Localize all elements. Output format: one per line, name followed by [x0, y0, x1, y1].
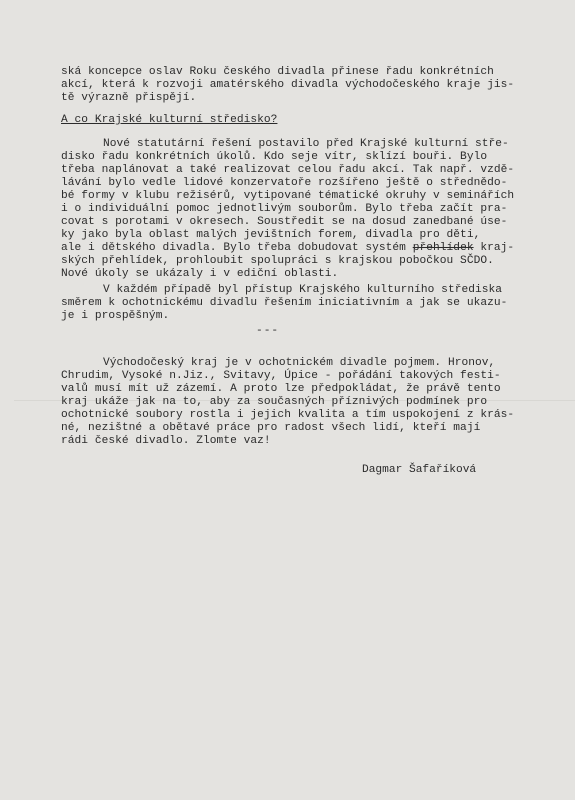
text-line: disko řadu konkrétních úkolů. Kdo seje vítr, sklízí bouři. Bylo: [61, 151, 488, 163]
author-signature: Dagmar Šafaříková: [362, 464, 477, 476]
text-line: kraj ukáže jak na to, aby za současných příznivých podmínek pro: [61, 396, 488, 408]
section-heading: A co Krajské kulturní středisko?: [61, 114, 278, 126]
text-line: covat s porotami v okresech. Soustředit se na dosud zanedbané úse-: [61, 216, 508, 228]
struck-word: přehlídek: [412, 242, 474, 254]
text-line: né, nezištné a obětavé práce pro radost všech lidí, kteří mají: [61, 422, 481, 434]
text-line: ská koncepce oslav Roku českého divadla přinese řadu konkrétních: [61, 66, 494, 78]
text-line: třeba naplánovat a také realizovat celou řadu akcí. Tak např. vzdě-: [61, 164, 515, 176]
text-line: ochotnické soubory rostla i jejich kvalita a tím uspokojení z krás-: [61, 409, 515, 421]
text-line: směrem k ochotnickému divadlu řešením iniciativním a jak se ukazu-: [61, 297, 508, 309]
text-line: Nové úkoly se ukázaly i v ediční oblasti.: [61, 268, 339, 280]
text-line: je i prospěšným.: [61, 310, 170, 322]
separator: ---: [256, 325, 280, 337]
text-line: i o individuální pomoc jednotlivým souborům. Bylo třeba začít pra-: [61, 203, 508, 215]
text-line: bé formy v klubu režisérů, vytipované tématické okruhy v seminářích: [61, 190, 515, 202]
text-segment: ale i dětského divadla. Bylo třeba dobudovat systém: [61, 242, 413, 254]
text-line: Východočeský kraj je v ochotnickém divadle pojmem. Hronov,: [103, 357, 496, 369]
text-line: V každém případě byl přístup Krajského kulturního střediska: [103, 284, 503, 296]
text-line: valů musí mít už zázemí. A proto lze předpokládat, že právě tento: [61, 383, 501, 395]
text-line: rádi české divadlo. Zlomte vaz!: [61, 435, 271, 447]
text-line: tě výrazně přispějí.: [61, 92, 197, 104]
text-line: Chrudim, Vysoké n.Jiz., Svitavy, Úpice - pořádání takových festi-: [61, 370, 501, 382]
text-line: Nové statutární řešení postavilo před Krajské kulturní stře-: [103, 138, 509, 150]
text-line: ky jako byla oblast malých jevištních forem, divadla pro děti,: [61, 229, 481, 241]
text-line: ských přehlídek, prohloubit spolupráci s krajskou pobočkou SČDO.: [61, 255, 494, 267]
text-line-with-correction: [61, 242, 514, 254]
text-segment: kraj-: [473, 242, 515, 254]
text-line: akcí, která k rozvoji amatérského divadla východočeského kraje jis-: [61, 79, 515, 91]
text-line: lávání bylo vedle lidové konzervatoře rozšířeno ještě o střednědo-: [61, 177, 508, 189]
